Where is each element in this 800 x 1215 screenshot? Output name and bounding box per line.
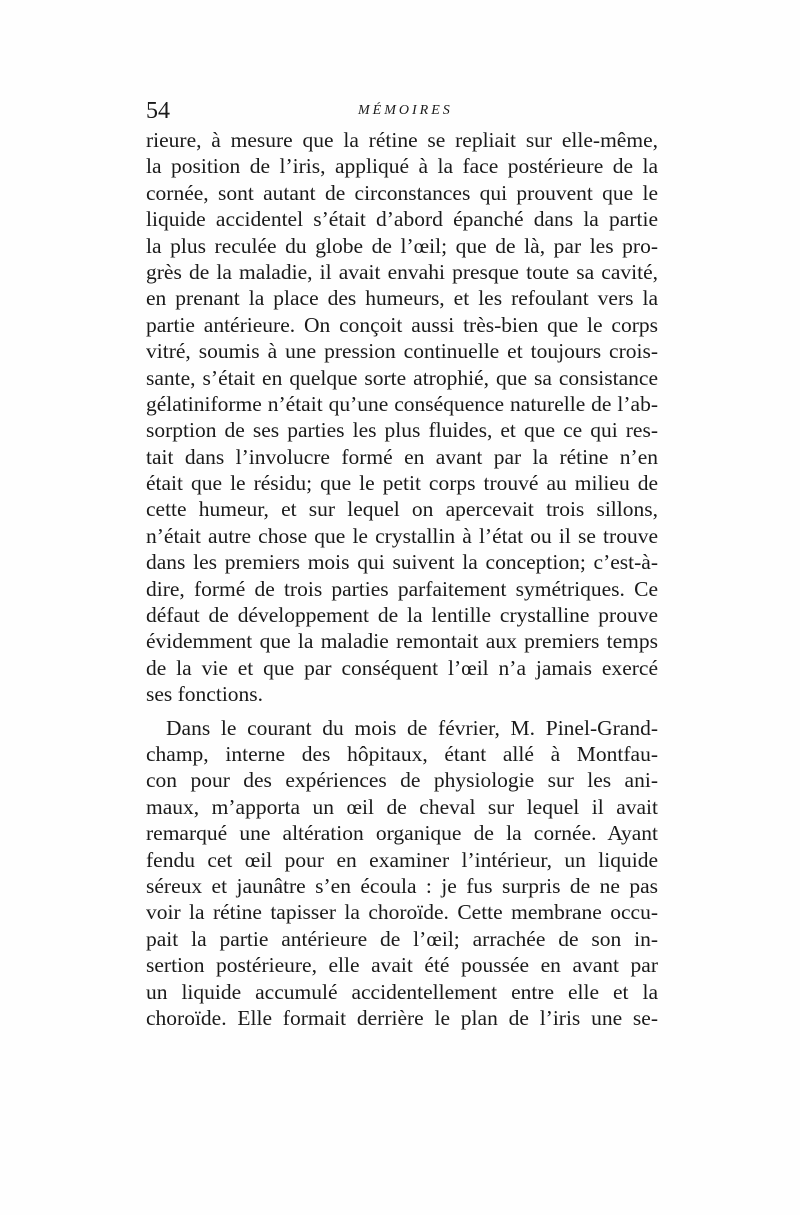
- text-line: sorption de ses parties les plus fluides, et que ce qui res-: [146, 418, 658, 443]
- running-head: MÉMOIRES: [358, 103, 453, 118]
- text-line: ses fonctions.: [146, 682, 264, 707]
- text-line: grès de la maladie, il avait envahi presque toute sa cavité,: [146, 259, 658, 284]
- text-line: cornée, sont autant de circonstances qui prouvent que le: [146, 180, 658, 205]
- text-line: vitré, soumis à une pression continuelle et toujours crois-: [146, 339, 658, 364]
- text-line: remarqué une altération organique de la cornée. Ayant: [146, 821, 658, 846]
- text-line: voir la rétine tapisser la choroïde. Cette membrane occu-: [146, 900, 658, 925]
- text-line: rieure, à mesure que la rétine se repliait sur elle-même,: [146, 128, 658, 152]
- text-line: champ, interne des hôpitaux, étant allé à Montfau-: [146, 741, 658, 766]
- text-line: dans les premiers mois qui suivent la conception; c’est-à-: [146, 550, 658, 575]
- text-line: un liquide accumulé accidentellement entre elle et la: [146, 979, 658, 1004]
- paragraph-1: [146, 127, 658, 708]
- text-line: séreux et jaunâtre s’en écoula : je fus surpris de ne pas: [146, 873, 658, 898]
- text-line: choroïde. Elle formait derrière le plan de l’iris une se-: [146, 1005, 658, 1030]
- paragraph-gap: [146, 708, 658, 715]
- text-line: évidemment que la maladie remontait aux premiers temps: [146, 629, 658, 654]
- page-header: [146, 96, 666, 126]
- text-line: cette humeur, et sur lequel on apercevait trois sillons,: [146, 497, 658, 522]
- text-line: gélatiniforme n’était qu’une conséquence naturelle de l’ab-: [146, 391, 658, 416]
- text-line: Dans le courant du mois de février, M. Pinel-Grand-: [166, 715, 658, 740]
- text-line: n’était autre chose que le crystallin à l’état ou il se trouve: [146, 523, 658, 548]
- text-line: pait la partie antérieure de l’œil; arrachée de son in-: [146, 926, 658, 951]
- paragraph-2: [146, 715, 658, 1032]
- text-line: fendu cet œil pour en examiner l’intérieur, un liquide: [146, 847, 658, 872]
- page-number: 54: [146, 98, 170, 124]
- text-line: maux, m’apporta un œil de cheval sur lequel il avait: [146, 794, 658, 819]
- text-line: tait dans l’involucre formé en avant par la rétine n’en: [146, 444, 658, 469]
- text-line: partie antérieure. On conçoit aussi très-bien que le corps: [146, 312, 658, 337]
- text-line: sertion postérieure, elle avait été poussée en avant par: [146, 953, 658, 978]
- text-line: con pour des expériences de physiologie sur les ani-: [146, 768, 658, 793]
- body-text: [146, 127, 658, 1031]
- text-line: liquide accidentel s’était d’abord épanché dans la partie: [146, 207, 658, 232]
- text-line: dire, formé de trois parties parfaitement symétriques. Ce: [146, 576, 658, 601]
- text-line: la plus reculée du globe de l’œil; que de là, par les pro-: [146, 233, 658, 258]
- text-line: la position de l’iris, appliqué à la face postérieure de la: [146, 154, 658, 179]
- text-line: de la vie et que par conséquent l’œil n’a jamais exercé: [146, 655, 658, 680]
- text-line: en prenant la place des humeurs, et les refoulant vers la: [146, 286, 658, 311]
- text-line: était que le résidu; que le petit corps trouvé au milieu de: [146, 471, 658, 496]
- text-line: sante, s’était en quelque sorte atrophié, que sa consistance: [146, 365, 658, 390]
- text-line: défaut de développement de la lentille crystalline prouve: [146, 603, 658, 628]
